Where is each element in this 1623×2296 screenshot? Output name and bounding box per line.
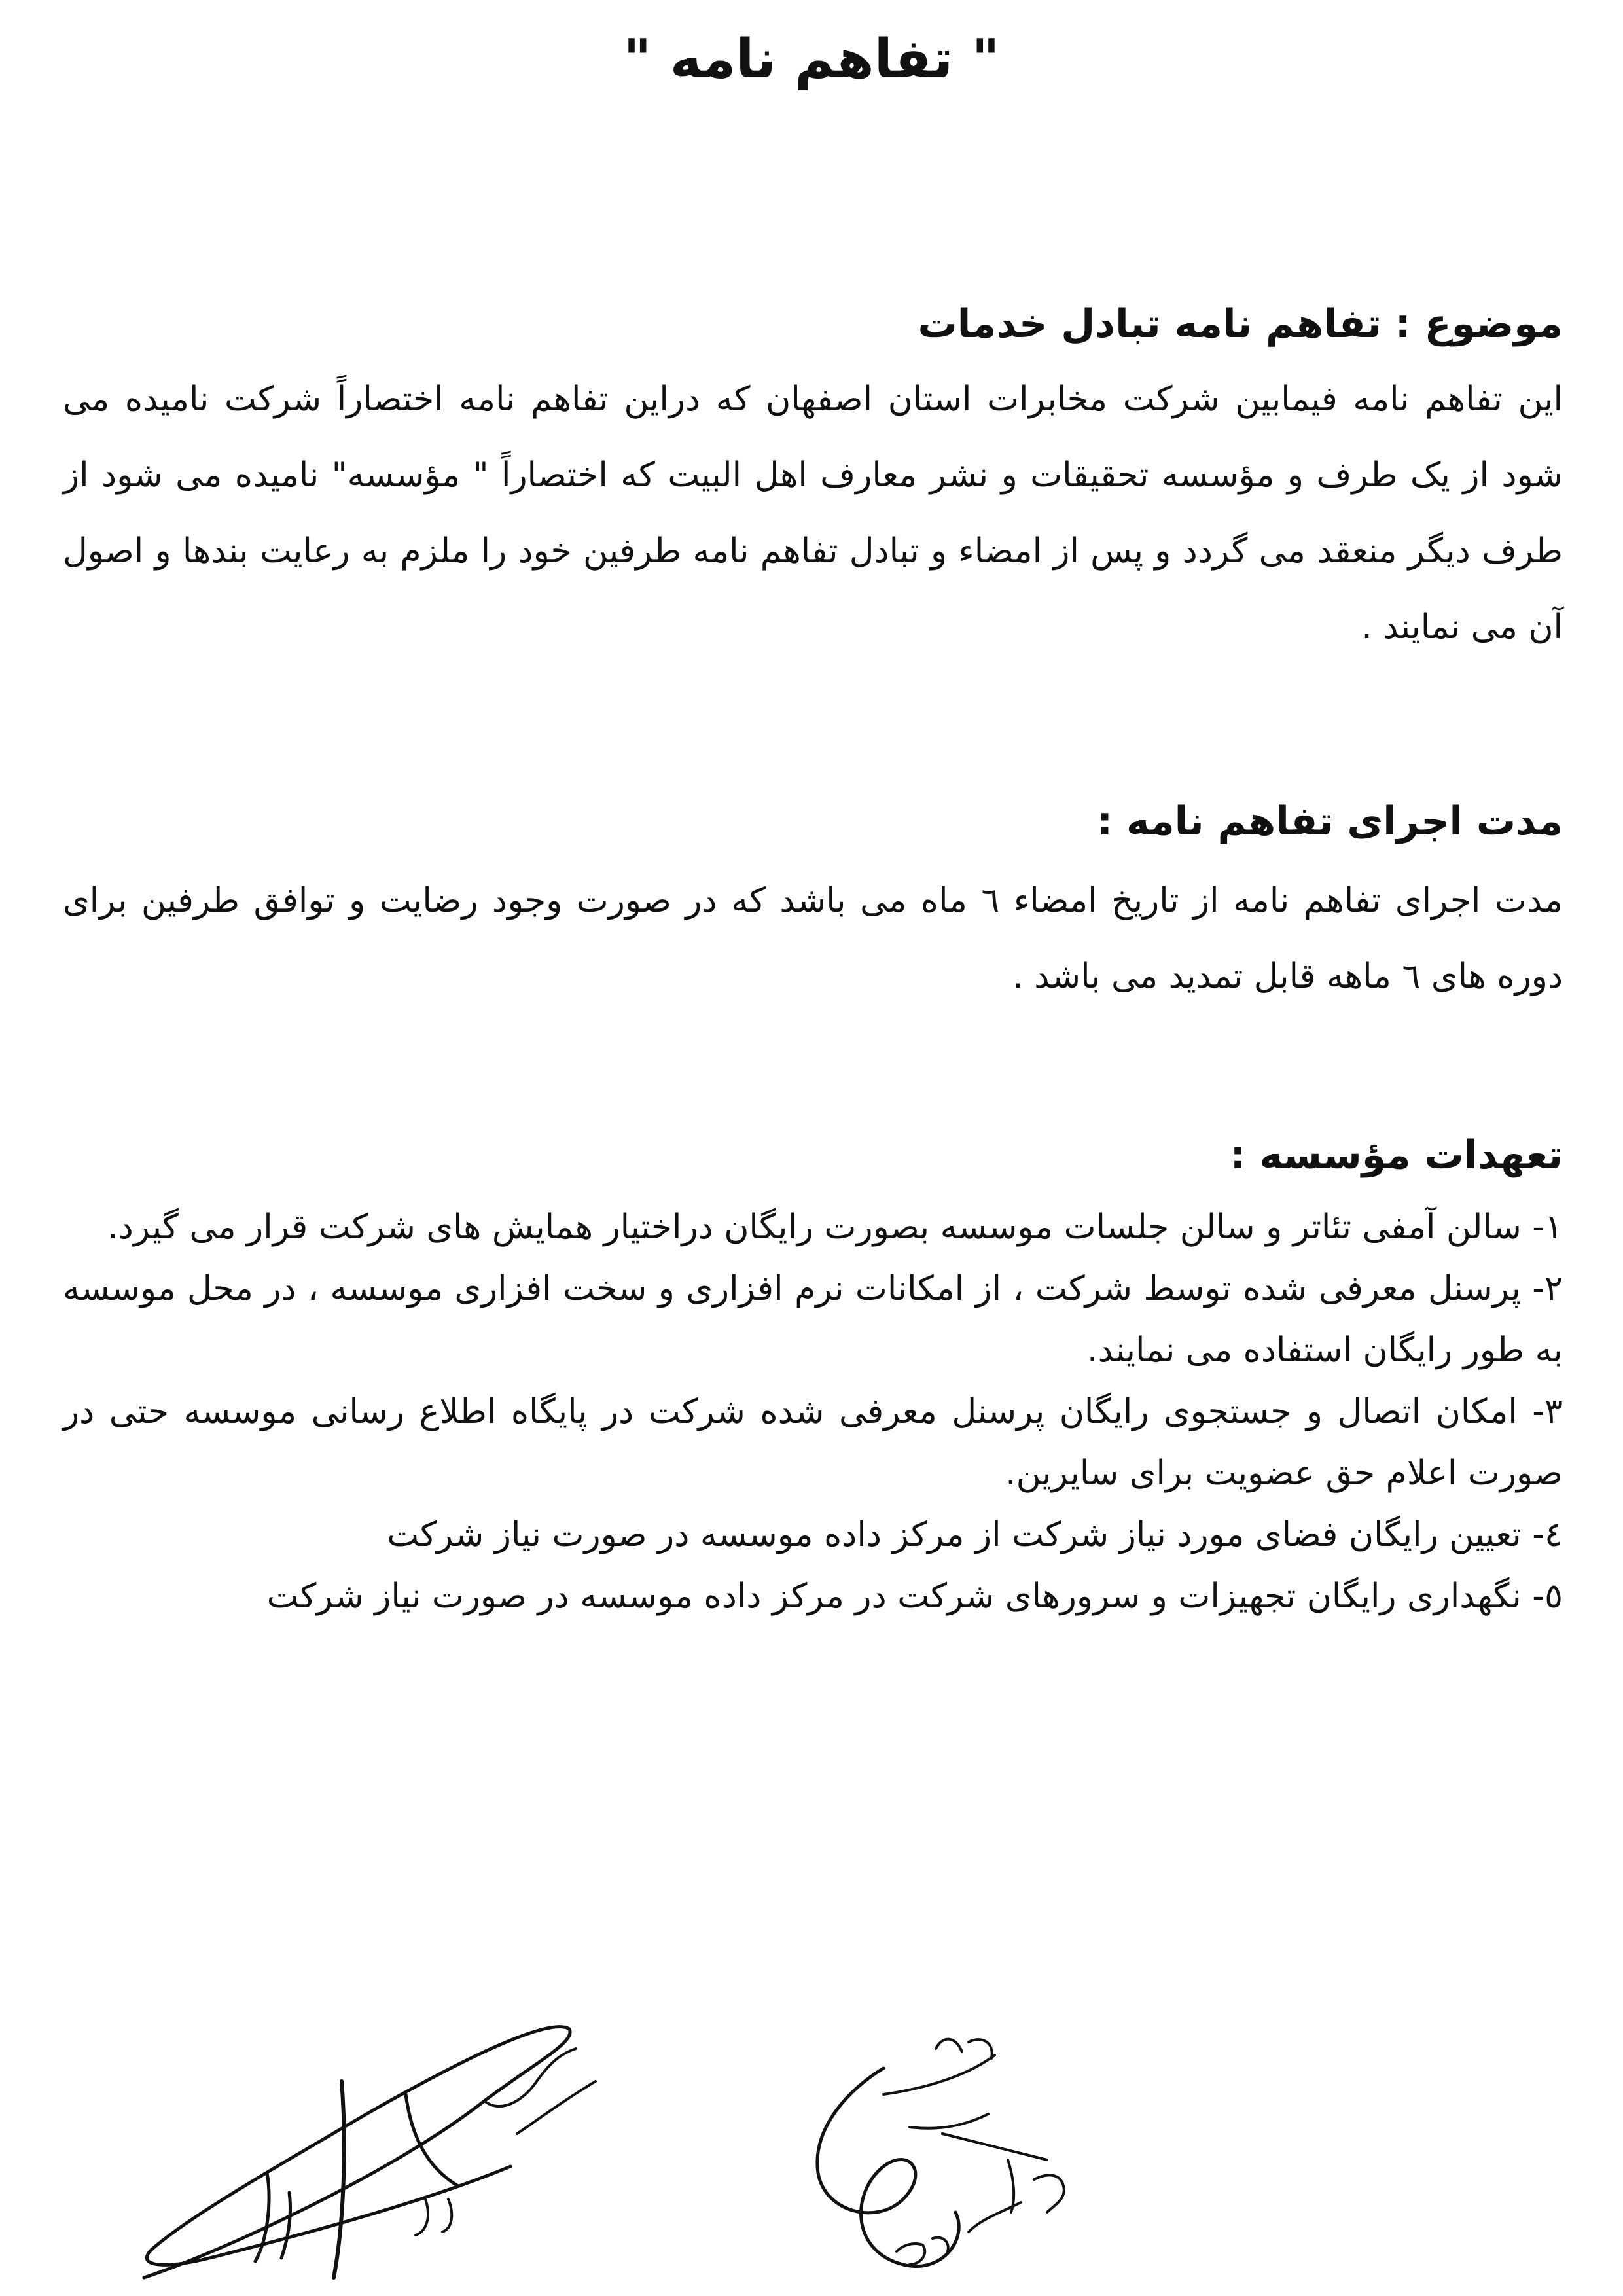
obligation-item-3: ٣- امکان اتصال و جستجوی رایگان پرسنل معرفی شده شرکت در پایگاه اطلاع رسانی موسسه حتی در صورت اعلام حق عضویت برای سایرین.	[63, 1392, 1563, 1493]
duration-heading: مدت اجرای تفاهم نامه :	[1097, 798, 1563, 844]
obligation-item-2: ٢- پرسنل معرفی شده توسط شرکت ، از امکانات نرم افزاری و سخت افزاری موسسه ، در محل موسسه به طور رایگان استفاده می نمایند.	[63, 1269, 1563, 1370]
document-title: " تفاهم نامه "	[623, 28, 1000, 90]
left-signature	[118, 2003, 654, 2291]
duration-section	[63, 792, 1563, 1014]
obligations-list	[63, 1196, 1563, 1627]
obligation-item-4: ٤- تعیین رایگان فضای مورد نیاز شرکت از مرکز داده موسسه در صورت نیاز شرکت	[387, 1515, 1563, 1554]
right-signature	[772, 2016, 1139, 2291]
obligations-section	[63, 1126, 1563, 1627]
obligations-heading: تعهدات مؤسسه :	[1230, 1132, 1563, 1178]
subject-heading: موضوع : تفاهم نامه تبادل خدمات	[918, 301, 1563, 347]
subject-body: این تفاهم نامه فیمابین شرکت مخابرات استان اصفهان که دراین تفاهم نامه اختصاراً شرکت نامیده می شود از یک طرف و مؤسسه تحقیقات و نشر معارف اهل البیت که اختصاراً " مؤسسه" نامیده می شود از طرف دیگر منعقد می گردد و پس از امضاء و تبادل تفاهم نامه طرفین خود را ملزم به رعایت بندها و اصول آن می نمایند .	[63, 380, 1563, 647]
obligation-item-1: ١- سالن آمفی تئاتر و سالن جلسات موسسه بصورت رایگان دراختیار همایش های شرکت قرار می گیرد.	[107, 1208, 1563, 1247]
subject-section	[63, 295, 1563, 665]
duration-body: مدت اجرای تفاهم نامه از تاریخ امضاء ٦ ماه می باشد که در صورت وجود رضایت و توافق طرفین برای دوره های ٦ ماهه قابل تمدید می باشد .	[63, 881, 1563, 996]
obligation-item-5: ٥- نگهداری رایگان تجهیزات و سرورهای شرکت در مرکز داده موسسه در صورت نیاز شرکت	[266, 1577, 1563, 1616]
signatures-area	[0, 1977, 1623, 2296]
